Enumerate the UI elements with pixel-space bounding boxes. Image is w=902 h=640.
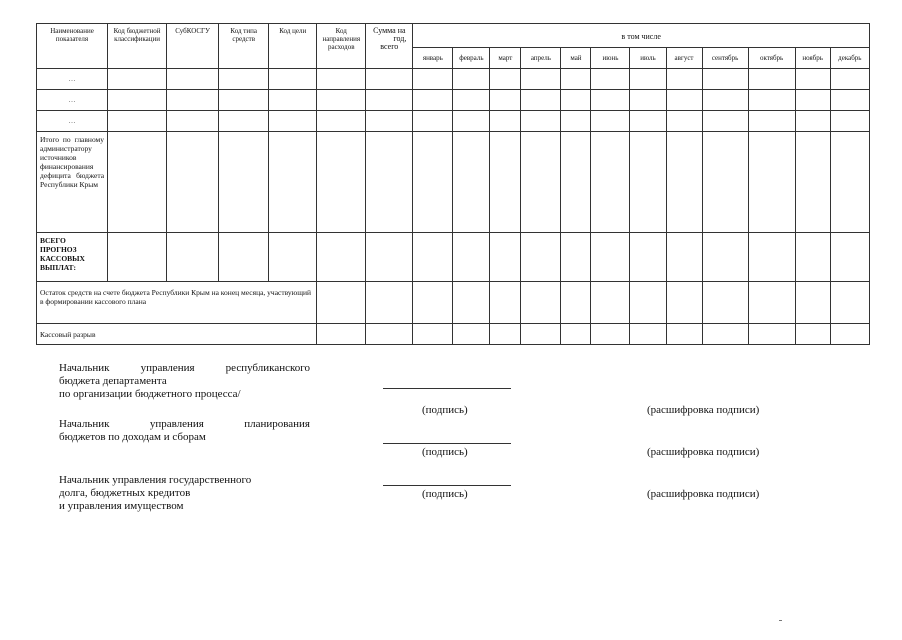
- table-cell: [591, 90, 630, 111]
- table-cell: [219, 90, 269, 111]
- table-cell: [167, 90, 219, 111]
- header-month: апрель: [521, 48, 561, 69]
- row-total-admin: [37, 132, 870, 233]
- table-cell: [591, 111, 630, 132]
- table-cell: [666, 111, 702, 132]
- table-cell: [702, 90, 748, 111]
- signature-line-2[interactable]: [383, 443, 511, 444]
- table-cell: [490, 111, 521, 132]
- header-month: май: [561, 48, 591, 69]
- signature-title-1-line-2: бюджета департамента: [59, 375, 167, 387]
- table-cell: [561, 69, 591, 90]
- table-cell: [630, 111, 666, 132]
- table-cell: [630, 69, 666, 90]
- header-month: февраль: [453, 48, 490, 69]
- signature-line-3[interactable]: [383, 485, 511, 486]
- decode-caption-3: (расшифровка подписи): [647, 488, 760, 500]
- signature-title-3-line-2: долга, бюджетных кредитов: [59, 487, 191, 499]
- table-cell: [317, 111, 366, 132]
- table-cell: [453, 90, 490, 111]
- cash-plan-table: [36, 23, 870, 345]
- header-including: в том числе: [413, 24, 870, 48]
- signature-line-1[interactable]: [383, 388, 511, 389]
- decode-caption-2: (расшифровка подписи): [647, 446, 760, 458]
- table-cell: [748, 111, 795, 132]
- header-purpose-code: Код цели: [269, 24, 317, 69]
- table-cell: [490, 90, 521, 111]
- signature-title-3-line-1: Начальник управления государственного: [59, 474, 252, 486]
- decode-caption-1: (расшифровка подписи): [647, 404, 760, 416]
- signature-caption-2: (подпись): [422, 446, 468, 458]
- table-cell: [702, 69, 748, 90]
- signature-title-3-line-3: и управления имуществом: [59, 500, 184, 512]
- row-label-balance: Остаток средств на счете бюджета Республики Крым на конец месяца, участвующий в формировании кассового плана: [37, 282, 317, 324]
- signature-caption-1: (подпись): [422, 404, 468, 416]
- placeholder-label: …: [37, 111, 108, 132]
- table-cell: [413, 111, 453, 132]
- table-cell: [521, 90, 561, 111]
- signature-title-2-line-2: бюджетов по доходам и сборам: [59, 431, 206, 443]
- table-cell: [167, 69, 219, 90]
- header-month: ноябрь: [795, 48, 830, 69]
- table-cell: [453, 69, 490, 90]
- header-month: июнь: [591, 48, 630, 69]
- table-cell: [521, 111, 561, 132]
- table-cell: [748, 90, 795, 111]
- table-cell: [830, 69, 869, 90]
- row-label-cash-gap: Кассовый разрыв: [37, 324, 317, 345]
- header-funds-type: Код типа средств: [219, 24, 269, 69]
- table-cell: [490, 69, 521, 90]
- table-cell: [366, 111, 413, 132]
- header-budget-code: Код бюджетной классификации: [108, 24, 167, 69]
- table-cell: [108, 111, 167, 132]
- header-month: июль: [630, 48, 666, 69]
- table-cell: [317, 69, 366, 90]
- table-cell: [366, 69, 413, 90]
- placeholder-row: [37, 90, 870, 111]
- header-month: октябрь: [748, 48, 795, 69]
- signature-title-1-line-1: Начальник управления республиканского: [59, 362, 310, 374]
- signature-title-1-line-3: по организации бюджетного процесса/: [59, 388, 241, 400]
- table-cell: [413, 90, 453, 111]
- signature-title-1: [59, 362, 310, 401]
- table-cell: [269, 69, 317, 90]
- header-month: январь: [413, 48, 453, 69]
- table-cell: [830, 111, 869, 132]
- table-cell: [561, 90, 591, 111]
- signature-caption-3: (подпись): [422, 488, 468, 500]
- table-cell: [521, 69, 561, 90]
- table-cell: [795, 90, 830, 111]
- table-cell: [108, 69, 167, 90]
- corner-mark: [779, 620, 782, 623]
- table-cell: [830, 90, 869, 111]
- row-total-forecast: [37, 233, 870, 282]
- table-cell: [630, 90, 666, 111]
- table-cell: [795, 111, 830, 132]
- signature-title-2-line-1: Начальник управления планирования: [59, 418, 310, 430]
- table-cell: [366, 90, 413, 111]
- placeholder-row: [37, 111, 870, 132]
- header-month: март: [490, 48, 521, 69]
- placeholder-label: …: [37, 90, 108, 111]
- table-cell: [702, 111, 748, 132]
- table-cell: [219, 69, 269, 90]
- header-month: август: [666, 48, 702, 69]
- table-cell: [108, 90, 167, 111]
- placeholder-label: …: [37, 69, 108, 90]
- placeholder-row: [37, 69, 870, 90]
- table-cell: [591, 69, 630, 90]
- table-cell: [413, 69, 453, 90]
- header-sum: Сумма на год, всего: [366, 24, 413, 69]
- header-subkosgu: СубКОСГУ: [167, 24, 219, 69]
- row-label-total-forecast: ВСЕГО ПРОГНОЗ КАССОВЫХ ВЫПЛАТ:: [37, 233, 108, 282]
- table-cell: [219, 111, 269, 132]
- signature-title-3: [59, 474, 310, 513]
- signature-title-2: [59, 418, 310, 444]
- table-cell: [666, 90, 702, 111]
- row-label-total-admin: Итого по главному администратору источников финансирования дефицита бюджета Республики Крым: [37, 132, 108, 233]
- table-cell: [795, 69, 830, 90]
- table-cell: [269, 90, 317, 111]
- table-cell: [561, 111, 591, 132]
- row-cash-gap: [37, 324, 870, 345]
- table-cell: [167, 111, 219, 132]
- header-month: декабрь: [830, 48, 869, 69]
- header-expense-direction: Код направления расходов: [317, 24, 366, 69]
- table-cell: [666, 69, 702, 90]
- header-name: Наименование показателя: [37, 24, 108, 69]
- table-cell: [317, 90, 366, 111]
- row-balance: [37, 282, 870, 324]
- table-cell: [453, 111, 490, 132]
- table-cell: [269, 111, 317, 132]
- header-month: сентябрь: [702, 48, 748, 69]
- table-cell: [748, 69, 795, 90]
